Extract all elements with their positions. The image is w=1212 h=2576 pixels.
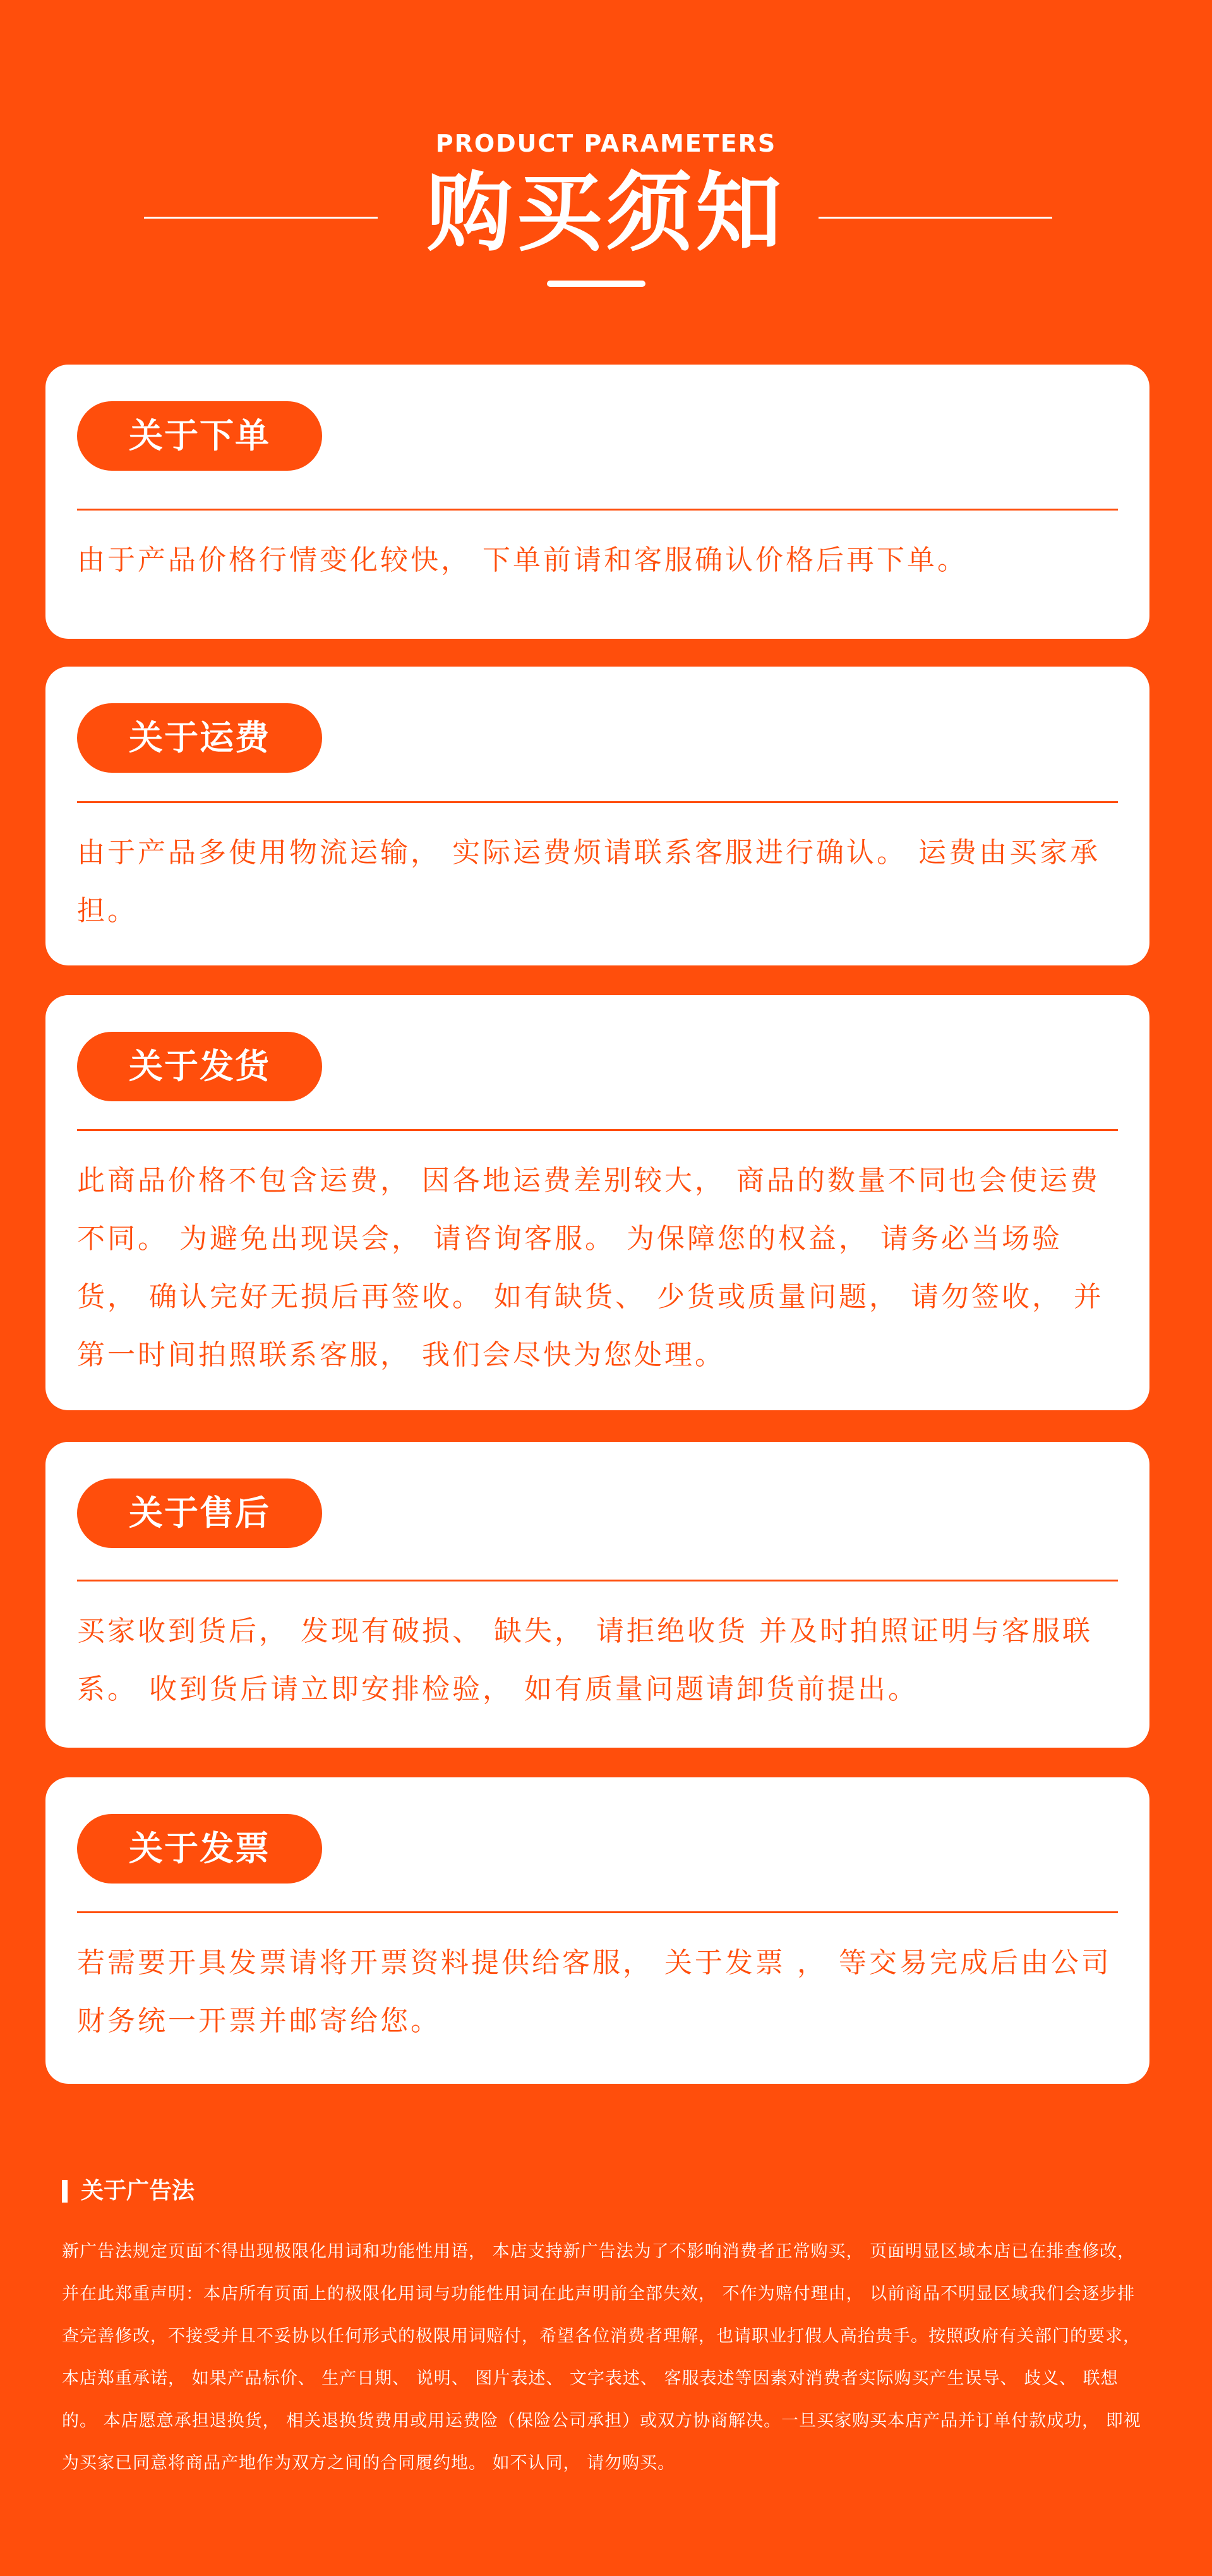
- section-title-order: 关于下单: [77, 401, 322, 471]
- section-card-shipping-fee: [45, 667, 1149, 965]
- page-title: 购买须知: [426, 164, 786, 263]
- section-card-order: [45, 365, 1149, 639]
- section-divider: [77, 509, 1118, 511]
- section-body-delivery: 此商品价格不包含运费， 因各地运费差别较大， 商品的数量不同也会使运费不同。 为避免出现误会， 请咨询客服。 为保障您的权益， 请务必当场验货， 确认完好无损后再签收。 如有缺货、 少货或质量问题， 请勿签收， 并第一时间拍照联系客服， 我们会尽快为您处理。: [77, 1164, 1104, 1371]
- header-divider-right: [819, 217, 1052, 219]
- section-divider: [77, 801, 1118, 803]
- page-header: [0, 0, 1212, 329]
- title-underline: [547, 281, 645, 287]
- notice-body: 新广告法规定页面不得出现极限化用词和功能性用语， 本店支持新广告法为了不影响消费者正常购买， 页面明显区域本店已在排查修改， 并在此郑重声明：本店所有页面上的极限化用词与功能性用词在此声明前全部失效， 不作为赔付理由， 以前商品不明显区域我们会逐步排查完善修改，不接受并且不妥协以任何形式的极限用词赔付，希望各位消费者理解，也请职业打假人高抬贵手。按照政府有关部门的要求， 本店郑重承诺， 如果产品标价、 生产日期、 说明、 图片表述、 文字表述、 客服表述等因素对消费者实际购买产生误导、 歧义、 联想的。 本店愿意承担退换货， 相关退换货费用或用运费险（保险公司承担）或双方协商解决。一旦买家购买本店产品并订单付款成功， 即视为买家已同意将商品产地作为双方之间的合同履约地。 如不认同， 请勿购买。: [62, 2242, 1141, 2473]
- section-divider: [77, 1129, 1118, 1131]
- section-body-invoice: 若需要开具发票请将开票资料提供给客服， 关于发票 ， 等交易完成后由公司财务统一开票并邮寄给您。: [77, 1947, 1112, 2037]
- header-subtitle: PRODUCT PARAMETERS: [435, 130, 777, 157]
- section-title-invoice: 关于发票: [77, 1814, 322, 1884]
- notice-title-bar: [62, 2180, 68, 2203]
- section-divider: [77, 1911, 1118, 1913]
- section-title-shipping-fee: 关于运费: [77, 703, 322, 773]
- section-card-delivery: [45, 995, 1149, 1410]
- section-body-order: 由于产品价格行情变化较快， 下单前请和客服确认价格后再下单。: [77, 544, 968, 576]
- notice-title: 关于广告法: [81, 2178, 195, 2204]
- section-title-delivery: 关于发货: [77, 1032, 322, 1101]
- section-body-after-sales: 买家收到货后， 发现有破损、 缺失， 请拒绝收货 并及时拍照证明与客服联系。 收到货后请立即安排检验， 如有质量问题请卸货前提出。: [77, 1615, 1093, 1705]
- section-body-shipping-fee: 由于产品多使用物流运输， 实际运费烦请联系客服进行确认。 运费由买家承担。: [77, 837, 1100, 927]
- section-card-invoice: [45, 1777, 1149, 2084]
- section-title-after-sales: 关于售后: [77, 1478, 322, 1548]
- section-card-after-sales: [45, 1442, 1149, 1748]
- section-divider: [77, 1580, 1118, 1581]
